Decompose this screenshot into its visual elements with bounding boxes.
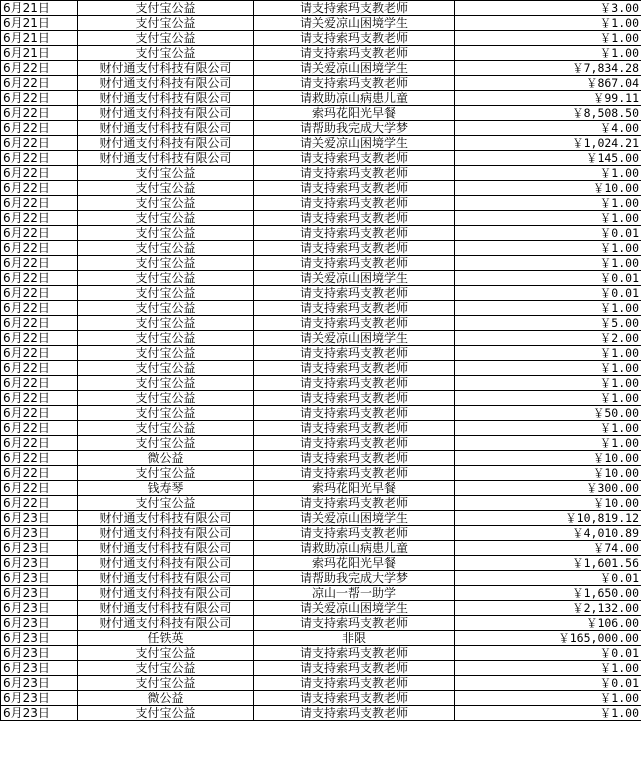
project-cell: 请支持索玛支教老师 (254, 256, 455, 271)
donor-cell: 支付宝公益 (78, 31, 254, 46)
amount-cell: ￥1.00 (455, 256, 641, 271)
date-cell: 6月22日 (1, 121, 78, 136)
project-cell: 索玛花阳光早餐 (254, 481, 455, 496)
donor-cell: 财付通支付科技有限公司 (78, 556, 254, 571)
project-cell: 请关爱凉山困境学生 (254, 331, 455, 346)
date-cell: 6月23日 (1, 511, 78, 526)
amount-cell: ￥1,024.21 (455, 136, 641, 151)
amount-cell: ￥50.00 (455, 406, 641, 421)
amount-cell: ￥0.01 (455, 571, 641, 586)
donor-cell: 财付通支付科技有限公司 (78, 541, 254, 556)
date-cell: 6月22日 (1, 181, 78, 196)
amount-cell: ￥0.01 (455, 226, 641, 241)
amount-cell: ￥2.00 (455, 331, 641, 346)
donor-cell: 支付宝公益 (78, 211, 254, 226)
donor-cell: 支付宝公益 (78, 241, 254, 256)
donor-cell: 支付宝公益 (78, 391, 254, 406)
project-cell: 请支持索玛支教老师 (254, 436, 455, 451)
project-cell: 请支持索玛支教老师 (254, 301, 455, 316)
amount-cell: ￥8,508.50 (455, 106, 641, 121)
project-cell: 请支持索玛支教老师 (254, 346, 455, 361)
donor-cell: 财付通支付科技有限公司 (78, 61, 254, 76)
amount-cell: ￥10.00 (455, 451, 641, 466)
table-row (1, 421, 641, 436)
amount-cell: ￥867.04 (455, 76, 641, 91)
date-cell: 6月23日 (1, 586, 78, 601)
project-cell: 请支持索玛支教老师 (254, 391, 455, 406)
table-row (1, 451, 641, 466)
amount-cell: ￥7,834.28 (455, 61, 641, 76)
amount-cell: ￥10.00 (455, 496, 641, 511)
project-cell: 请关爱凉山困境学生 (254, 601, 455, 616)
donor-cell: 微公益 (78, 691, 254, 706)
amount-cell: ￥1,650.00 (455, 586, 641, 601)
date-cell: 6月21日 (1, 46, 78, 61)
date-cell: 6月23日 (1, 616, 78, 631)
project-cell: 请支持索玛支教老师 (254, 46, 455, 61)
project-cell: 请支持索玛支教老师 (254, 1, 455, 16)
project-cell: 索玛花阳光早餐 (254, 556, 455, 571)
project-cell: 请支持索玛支教老师 (254, 496, 455, 511)
donor-cell: 支付宝公益 (78, 346, 254, 361)
project-cell: 请关爱凉山困境学生 (254, 16, 455, 31)
donor-cell: 财付通支付科技有限公司 (78, 76, 254, 91)
date-cell: 6月23日 (1, 661, 78, 676)
amount-cell: ￥1.00 (455, 346, 641, 361)
date-cell: 6月23日 (1, 541, 78, 556)
table-row (1, 646, 641, 661)
project-cell: 请支持索玛支教老师 (254, 706, 455, 721)
project-cell: 请关爱凉山困境学生 (254, 271, 455, 286)
project-cell: 请帮助我完成大学梦 (254, 121, 455, 136)
donor-cell: 财付通支付科技有限公司 (78, 121, 254, 136)
table-row (1, 616, 641, 631)
table-row (1, 91, 641, 106)
table-row (1, 136, 641, 151)
date-cell: 6月22日 (1, 481, 78, 496)
table-row (1, 271, 641, 286)
date-cell: 6月22日 (1, 466, 78, 481)
table-row (1, 511, 641, 526)
project-cell: 请支持索玛支教老师 (254, 466, 455, 481)
date-cell: 6月23日 (1, 676, 78, 691)
project-cell: 请支持索玛支教老师 (254, 691, 455, 706)
donor-cell: 支付宝公益 (78, 421, 254, 436)
donor-cell: 财付通支付科技有限公司 (78, 151, 254, 166)
project-cell: 请支持索玛支教老师 (254, 361, 455, 376)
donor-cell: 支付宝公益 (78, 316, 254, 331)
table-row (1, 316, 641, 331)
date-cell: 6月23日 (1, 571, 78, 586)
date-cell: 6月22日 (1, 256, 78, 271)
table-row (1, 1, 641, 16)
project-cell: 请关爱凉山困境学生 (254, 511, 455, 526)
project-cell: 请支持索玛支教老师 (254, 226, 455, 241)
amount-cell: ￥1.00 (455, 691, 641, 706)
donor-cell: 财付通支付科技有限公司 (78, 526, 254, 541)
date-cell: 6月22日 (1, 316, 78, 331)
donor-cell: 支付宝公益 (78, 1, 254, 16)
date-cell: 6月22日 (1, 241, 78, 256)
amount-cell: ￥5.00 (455, 316, 641, 331)
table-row (1, 541, 641, 556)
table-row (1, 496, 641, 511)
amount-cell: ￥3.00 (455, 1, 641, 16)
amount-cell: ￥1.00 (455, 301, 641, 316)
amount-cell: ￥99.11 (455, 91, 641, 106)
amount-cell: ￥1.00 (455, 46, 641, 61)
project-cell: 凉山一帮一助学 (254, 586, 455, 601)
date-cell: 6月23日 (1, 601, 78, 616)
amount-cell: ￥1.00 (455, 196, 641, 211)
donor-cell: 支付宝公益 (78, 676, 254, 691)
donor-cell: 财付通支付科技有限公司 (78, 571, 254, 586)
project-cell: 请关爱凉山困境学生 (254, 136, 455, 151)
amount-cell: ￥1.00 (455, 16, 641, 31)
project-cell: 请救助凉山病患儿童 (254, 541, 455, 556)
project-cell: 请支持索玛支教老师 (254, 241, 455, 256)
table-row (1, 391, 641, 406)
date-cell: 6月23日 (1, 556, 78, 571)
table-row (1, 376, 641, 391)
project-cell: 请支持索玛支教老师 (254, 316, 455, 331)
project-cell: 请支持索玛支教老师 (254, 376, 455, 391)
donor-cell: 钱寿琴 (78, 481, 254, 496)
date-cell: 6月22日 (1, 271, 78, 286)
project-cell: 请帮助我完成大学梦 (254, 571, 455, 586)
table-row (1, 226, 641, 241)
project-cell: 请支持索玛支教老师 (254, 31, 455, 46)
table-row (1, 601, 641, 616)
donor-cell: 财付通支付科技有限公司 (78, 106, 254, 121)
date-cell: 6月22日 (1, 196, 78, 211)
amount-cell: ￥0.01 (455, 271, 641, 286)
table-row (1, 466, 641, 481)
project-cell: 请支持索玛支教老师 (254, 76, 455, 91)
donor-cell: 支付宝公益 (78, 226, 254, 241)
date-cell: 6月23日 (1, 706, 78, 721)
amount-cell: ￥1.00 (455, 31, 641, 46)
table-row (1, 256, 641, 271)
amount-cell: ￥1.00 (455, 421, 641, 436)
donor-cell: 支付宝公益 (78, 286, 254, 301)
table-row (1, 571, 641, 586)
table-row (1, 406, 641, 421)
amount-cell: ￥165,000.00 (455, 631, 641, 646)
table-row (1, 16, 641, 31)
amount-cell: ￥1.00 (455, 211, 641, 226)
date-cell: 6月22日 (1, 496, 78, 511)
donor-cell: 支付宝公益 (78, 271, 254, 286)
project-cell: 请支持索玛支教老师 (254, 286, 455, 301)
donor-cell: 支付宝公益 (78, 166, 254, 181)
amount-cell: ￥0.01 (455, 676, 641, 691)
date-cell: 6月22日 (1, 361, 78, 376)
table-row (1, 151, 641, 166)
amount-cell: ￥0.01 (455, 286, 641, 301)
table-row (1, 676, 641, 691)
date-cell: 6月22日 (1, 331, 78, 346)
table-row (1, 301, 641, 316)
amount-cell: ￥1.00 (455, 376, 641, 391)
table-row (1, 331, 641, 346)
amount-cell: ￥10.00 (455, 181, 641, 196)
table-row (1, 631, 641, 646)
project-cell: 请支持索玛支教老师 (254, 166, 455, 181)
project-cell: 请支持索玛支教老师 (254, 676, 455, 691)
project-cell: 请关爱凉山困境学生 (254, 61, 455, 76)
donor-cell: 微公益 (78, 451, 254, 466)
amount-cell: ￥1.00 (455, 706, 641, 721)
date-cell: 6月23日 (1, 526, 78, 541)
amount-cell: ￥1.00 (455, 166, 641, 181)
date-cell: 6月22日 (1, 226, 78, 241)
date-cell: 6月22日 (1, 391, 78, 406)
date-cell: 6月22日 (1, 436, 78, 451)
donor-cell: 财付通支付科技有限公司 (78, 91, 254, 106)
table-row (1, 691, 641, 706)
donor-cell: 支付宝公益 (78, 376, 254, 391)
amount-cell: ￥10,819.12 (455, 511, 641, 526)
amount-cell: ￥10.00 (455, 466, 641, 481)
project-cell: 请支持索玛支教老师 (254, 661, 455, 676)
date-cell: 6月22日 (1, 211, 78, 226)
donor-cell: 财付通支付科技有限公司 (78, 136, 254, 151)
donor-cell: 支付宝公益 (78, 436, 254, 451)
amount-cell: ￥1.00 (455, 661, 641, 676)
table-row (1, 31, 641, 46)
table-row (1, 661, 641, 676)
donor-cell: 支付宝公益 (78, 256, 254, 271)
amount-cell: ￥4,010.89 (455, 526, 641, 541)
date-cell: 6月21日 (1, 1, 78, 16)
date-cell: 6月22日 (1, 376, 78, 391)
project-cell: 请支持索玛支教老师 (254, 616, 455, 631)
project-cell: 索玛花阳光早餐 (254, 106, 455, 121)
table-row (1, 166, 641, 181)
amount-cell: ￥4.00 (455, 121, 641, 136)
table-row (1, 211, 641, 226)
table-row (1, 706, 641, 721)
donor-cell: 财付通支付科技有限公司 (78, 601, 254, 616)
table-row (1, 361, 641, 376)
donor-cell: 支付宝公益 (78, 181, 254, 196)
date-cell: 6月22日 (1, 346, 78, 361)
donor-cell: 支付宝公益 (78, 406, 254, 421)
project-cell: 请支持索玛支教老师 (254, 451, 455, 466)
table-row (1, 106, 641, 121)
amount-cell: ￥300.00 (455, 481, 641, 496)
donor-cell: 财付通支付科技有限公司 (78, 616, 254, 631)
date-cell: 6月21日 (1, 31, 78, 46)
date-cell: 6月23日 (1, 691, 78, 706)
date-cell: 6月22日 (1, 61, 78, 76)
donor-cell: 支付宝公益 (78, 466, 254, 481)
donor-cell: 支付宝公益 (78, 496, 254, 511)
date-cell: 6月22日 (1, 451, 78, 466)
donor-cell: 支付宝公益 (78, 361, 254, 376)
ledger-body (1, 1, 641, 721)
date-cell: 6月22日 (1, 106, 78, 121)
project-cell: 请支持索玛支教老师 (254, 211, 455, 226)
amount-cell: ￥106.00 (455, 616, 641, 631)
table-row (1, 556, 641, 571)
date-cell: 6月22日 (1, 406, 78, 421)
donor-cell: 支付宝公益 (78, 646, 254, 661)
donor-cell: 支付宝公益 (78, 301, 254, 316)
project-cell: 请救助凉山病患儿童 (254, 91, 455, 106)
project-cell: 请支持索玛支教老师 (254, 421, 455, 436)
project-cell: 请支持索玛支教老师 (254, 526, 455, 541)
date-cell: 6月22日 (1, 136, 78, 151)
donor-cell: 支付宝公益 (78, 331, 254, 346)
project-cell: 请支持索玛支教老师 (254, 646, 455, 661)
donor-cell: 支付宝公益 (78, 661, 254, 676)
table-row (1, 61, 641, 76)
table-row (1, 181, 641, 196)
table-row (1, 526, 641, 541)
table-row (1, 436, 641, 451)
date-cell: 6月23日 (1, 631, 78, 646)
table-row (1, 121, 641, 136)
date-cell: 6月22日 (1, 421, 78, 436)
date-cell: 6月23日 (1, 646, 78, 661)
amount-cell: ￥2,132.00 (455, 601, 641, 616)
date-cell: 6月22日 (1, 286, 78, 301)
amount-cell: ￥1.00 (455, 241, 641, 256)
amount-cell: ￥0.01 (455, 646, 641, 661)
date-cell: 6月22日 (1, 166, 78, 181)
date-cell: 6月22日 (1, 301, 78, 316)
date-cell: 6月22日 (1, 76, 78, 91)
amount-cell: ￥1.00 (455, 361, 641, 376)
table-row (1, 586, 641, 601)
project-cell: 请支持索玛支教老师 (254, 406, 455, 421)
project-cell: 非限 (254, 631, 455, 646)
project-cell: 请支持索玛支教老师 (254, 181, 455, 196)
donor-cell: 支付宝公益 (78, 196, 254, 211)
donor-cell: 支付宝公益 (78, 16, 254, 31)
amount-cell: ￥145.00 (455, 151, 641, 166)
amount-cell: ￥1.00 (455, 391, 641, 406)
date-cell: 6月21日 (1, 16, 78, 31)
table-row (1, 481, 641, 496)
table-row (1, 76, 641, 91)
amount-cell: ￥1.00 (455, 436, 641, 451)
table-row (1, 196, 641, 211)
table-row (1, 286, 641, 301)
project-cell: 请支持索玛支教老师 (254, 151, 455, 166)
donor-cell: 财付通支付科技有限公司 (78, 586, 254, 601)
table-row (1, 241, 641, 256)
table-row (1, 46, 641, 61)
amount-cell: ￥1,601.56 (455, 556, 641, 571)
amount-cell: ￥74.00 (455, 541, 641, 556)
table-row (1, 346, 641, 361)
project-cell: 请支持索玛支教老师 (254, 196, 455, 211)
date-cell: 6月22日 (1, 151, 78, 166)
donor-cell: 任铁英 (78, 631, 254, 646)
donor-cell: 支付宝公益 (78, 46, 254, 61)
date-cell: 6月22日 (1, 91, 78, 106)
donor-cell: 财付通支付科技有限公司 (78, 511, 254, 526)
donor-cell: 支付宝公益 (78, 706, 254, 721)
